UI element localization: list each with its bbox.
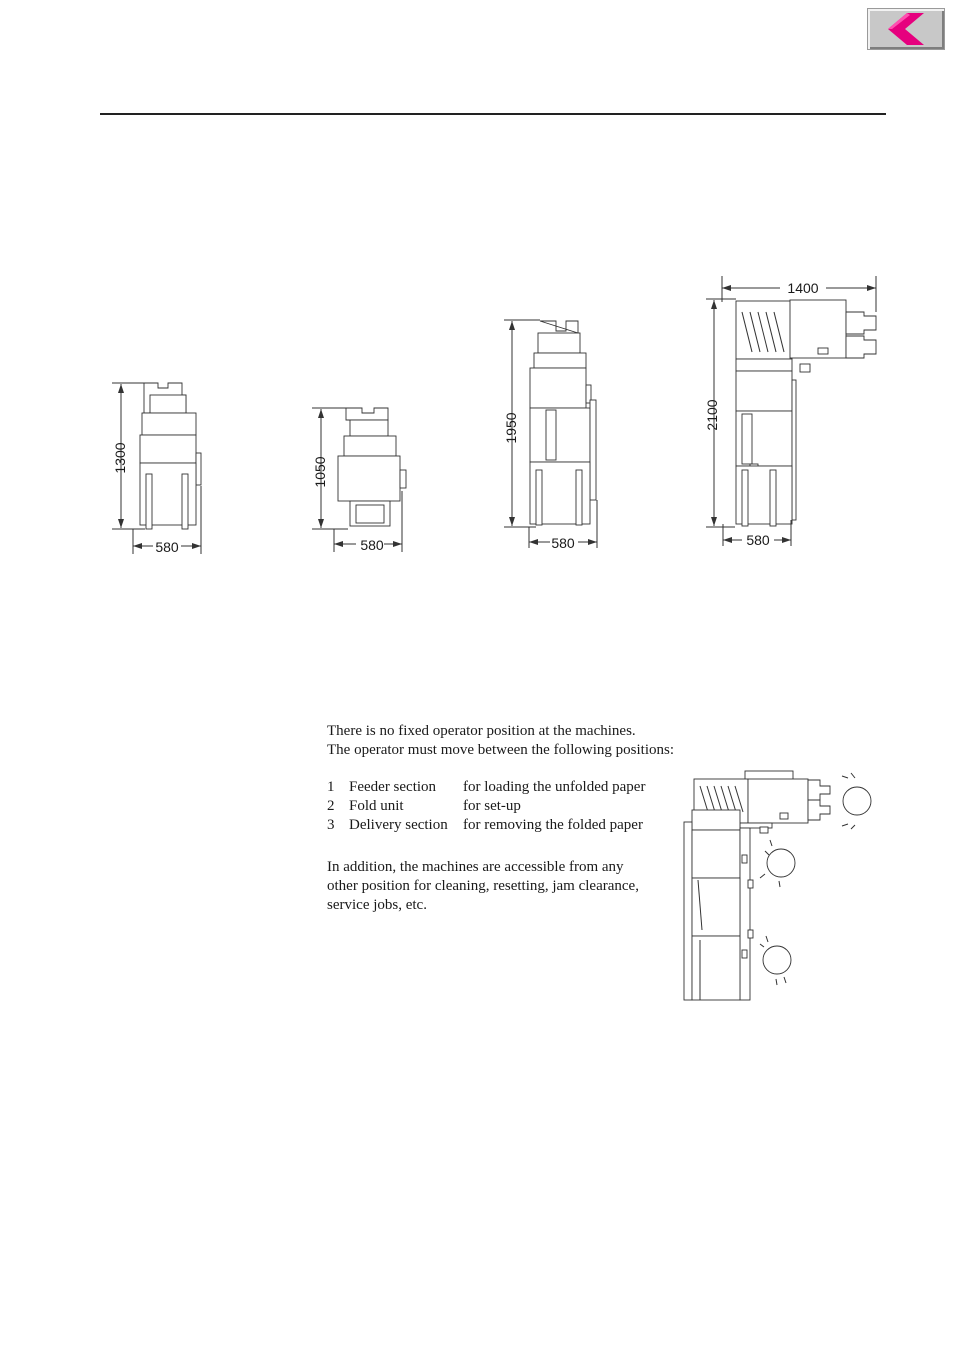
access-note <box>327 858 672 915</box>
position-number: 1 <box>327 779 335 795</box>
machine-3-height: 1950 <box>503 412 519 444</box>
position-description: for removing the folded paper <box>463 817 643 833</box>
machine-1-width: 580 <box>155 539 179 555</box>
operator-intro <box>327 722 707 760</box>
machine-4-depth: 1400 <box>787 280 819 296</box>
position-description: for loading the unfolded paper <box>463 779 646 795</box>
machine-4-height: 2100 <box>704 399 720 431</box>
intro-line-2: The operator must move between the following positions: <box>327 742 675 758</box>
machine-2-height: 1050 <box>312 456 328 488</box>
operator-positions-plan <box>684 771 871 1000</box>
position-number: 3 <box>327 817 335 833</box>
machine-4-width: 580 <box>746 532 770 548</box>
position-row <box>327 816 667 835</box>
machine-3-width: 580 <box>551 535 575 551</box>
position-description: for set-up <box>463 798 521 814</box>
positions-list <box>327 778 667 835</box>
position-name: Fold unit <box>349 798 404 814</box>
position-name: Feeder section <box>349 779 437 795</box>
machine-2-width: 580 <box>360 537 384 553</box>
position-number: 2 <box>327 798 335 814</box>
machine-1-height: 1300 <box>112 442 128 474</box>
position-name: Delivery section <box>349 817 448 833</box>
access-line-2: other position for cleaning, resetting, jam clearance, <box>327 878 639 894</box>
access-line-3: service jobs, etc. <box>327 897 427 913</box>
access-line-1: In addition, the machines are accessible from any <box>327 859 624 875</box>
position-row <box>327 778 667 797</box>
machine-4-drawing <box>706 276 876 546</box>
position-row <box>327 797 667 816</box>
intro-line-1: There is no fixed operator position at the machines. <box>327 723 636 739</box>
